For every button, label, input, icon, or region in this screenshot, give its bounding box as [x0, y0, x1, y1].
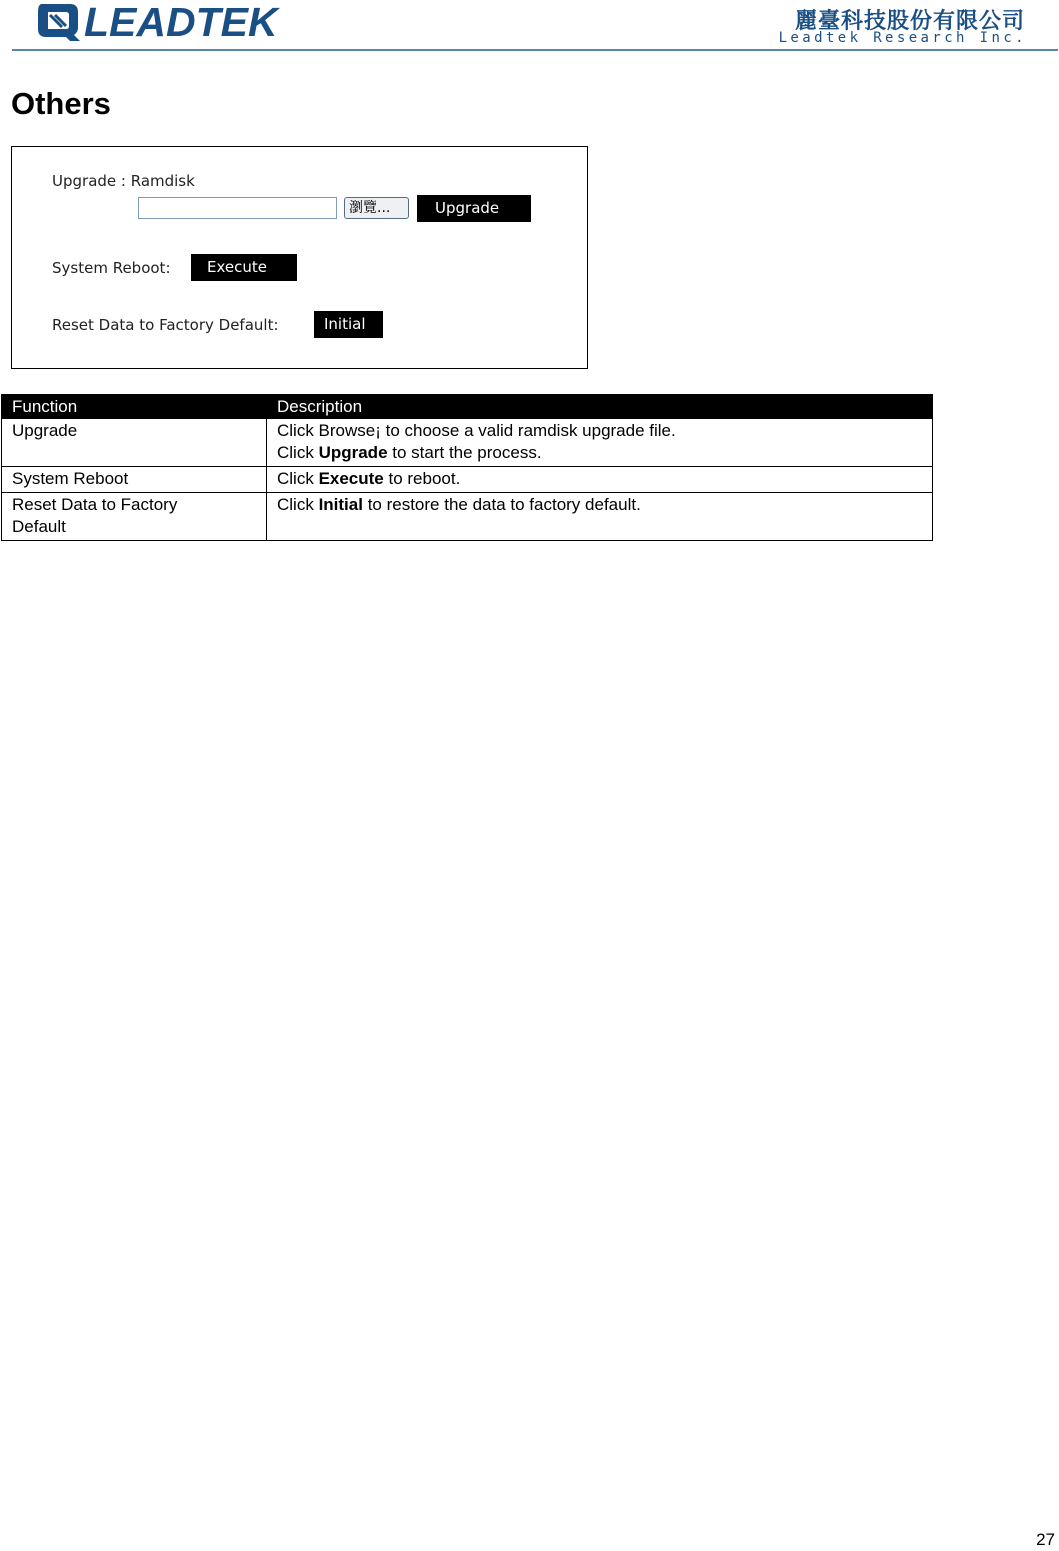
- description-text: to restore the data to factory default.: [362, 495, 641, 514]
- reset-factory-default-label: Reset Data to Factory Default:: [52, 316, 279, 334]
- description-text: Click: [277, 495, 319, 514]
- table-row: [2, 467, 933, 493]
- function-cell: System Reboot: [2, 467, 267, 493]
- execute-button[interactable]: Execute: [191, 254, 297, 281]
- company-name-english: Leadtek Research Inc.: [778, 30, 1027, 46]
- system-reboot-label: System Reboot:: [52, 259, 171, 277]
- leadtek-logo-icon: [36, 2, 82, 42]
- browse-button[interactable]: 瀏覽...: [344, 197, 409, 219]
- logo-text: LEADTEK: [84, 0, 278, 45]
- description-keyword: Execute: [318, 469, 384, 488]
- column-header-function: Function: [2, 395, 267, 419]
- description-text: Click: [277, 443, 319, 462]
- description-keyword: Upgrade: [318, 443, 388, 462]
- table-row: [2, 493, 933, 541]
- description-cell: [267, 493, 933, 541]
- description-text: Click: [277, 469, 319, 488]
- upgrade-ramdisk-label: Upgrade : Ramdisk: [52, 172, 195, 190]
- function-cell: [2, 493, 267, 541]
- initial-button[interactable]: Initial: [314, 311, 383, 338]
- description-cell: [267, 467, 933, 493]
- table-row: [2, 419, 933, 467]
- header-divider: [12, 49, 1058, 51]
- description-cell: [267, 419, 933, 467]
- page-number: 27: [1036, 1530, 1055, 1549]
- description-line: Click Browse¡ to choose a valid ramdisk upgrade file.: [277, 421, 676, 440]
- company-name-chinese: 麗臺科技股份有限公司: [794, 9, 1025, 34]
- others-settings-screenshot: [11, 146, 588, 369]
- column-header-description: Description: [267, 395, 933, 419]
- function-line: Reset Data to Factory: [12, 495, 178, 514]
- function-description-table: [1, 394, 933, 541]
- table-header-row: [2, 395, 933, 419]
- description-text: to start the process.: [387, 443, 542, 462]
- description-line: [277, 442, 932, 464]
- description-text: to reboot.: [383, 469, 461, 488]
- upgrade-button[interactable]: Upgrade: [417, 195, 531, 222]
- function-cell: Upgrade: [2, 419, 267, 467]
- ramdisk-file-input[interactable]: [138, 197, 337, 219]
- page-title: Others: [11, 86, 111, 121]
- description-keyword: Initial: [318, 495, 363, 514]
- page-header: [0, 0, 1059, 56]
- function-line: Default: [12, 517, 66, 536]
